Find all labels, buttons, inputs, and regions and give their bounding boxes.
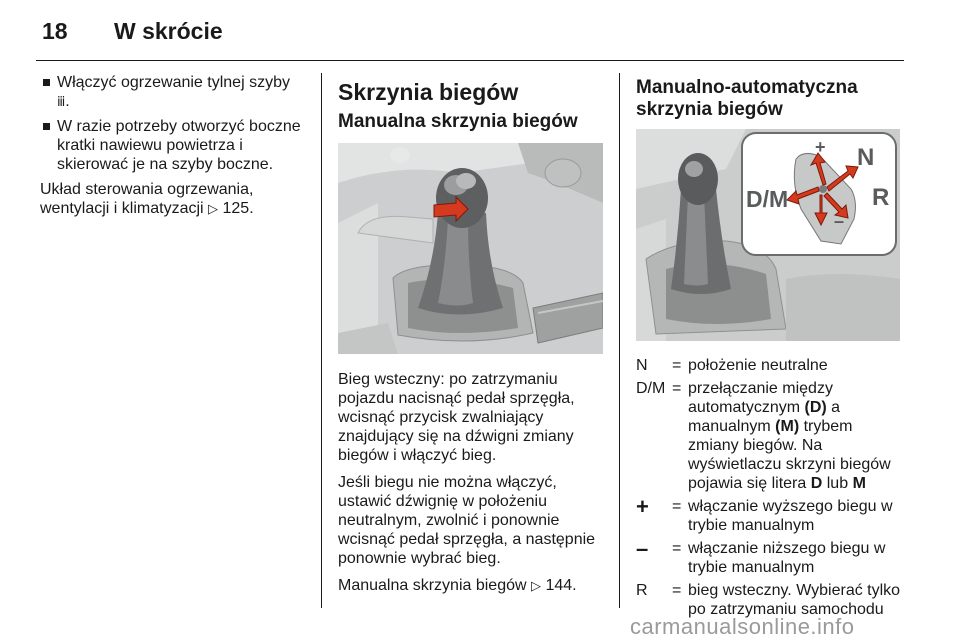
left-column: [40, 73, 306, 226]
legend-key-r: R: [636, 582, 648, 599]
header-rule: [36, 60, 904, 61]
watermark: carmanualsonline.info: [630, 614, 855, 639]
legend-row-dm: [636, 379, 904, 493]
legend-key-plus: +: [636, 494, 649, 519]
figure-label-plus: +: [815, 137, 826, 157]
manual-transmission-reference: [338, 576, 604, 595]
legend-equals: =: [672, 498, 682, 515]
legend-text-n: położenie neutralne: [688, 357, 828, 374]
legend-key-n: N: [636, 357, 648, 374]
legend-dm-text-4: lub: [826, 475, 849, 492]
column-divider-right: [619, 73, 620, 608]
legend-dm-bold-m: (M): [775, 418, 800, 435]
legend-row-minus: [636, 536, 904, 577]
figure-label-minus: –: [834, 211, 845, 231]
page-reference-icon: ▷: [208, 201, 219, 216]
section-heading-automated-manual: Manualno-automatyczna skrzynia biegów: [636, 77, 858, 120]
legend-row-n: [636, 356, 904, 375]
bullet-rear-window-heating: [40, 73, 306, 111]
manual-gear-lever-figure: [338, 143, 603, 354]
manual-reference-text: Manualna skrzynia biegów: [338, 577, 527, 594]
legend-dm-text-2: a manualnym: [688, 399, 841, 435]
rear-window-heating-icon: ⅲ: [57, 94, 66, 109]
page-title: W skrócie: [114, 18, 223, 44]
bullet-rear-window-text: Włączyć ogrzewanie tylnej szyby: [57, 74, 290, 91]
legend-dm-text-1: przełączanie między automatycznym: [688, 380, 833, 416]
figure-label-dm: D/M: [746, 186, 789, 212]
climate-reference-page: 125.: [222, 200, 254, 217]
reverse-gear-paragraph: Bieg wsteczny: po zatrzymaniu pojazdu nacisnąć pedał sprzęgła, wcisnąć przycisk zwalniający znajdujący się na dźwigni zmiany biegów i włączyć bieg.: [338, 371, 575, 464]
gear-not-engaging-paragraph: Jeśli biegu nie można włączyć, ustawić dźwignię w położeniu neutralnym, zwolnić i ponownie wcisnąć pedał sprzęgła, a następnie ponownie wybrać bieg.: [338, 474, 596, 567]
legend-equals: =: [672, 582, 682, 599]
page-header: [36, 16, 904, 52]
climate-reference-text: Układ sterowania ogrzewania, wentylacji i klimatyzacji: [40, 181, 254, 217]
figure-label-r: R: [872, 184, 890, 211]
middle-column: [338, 73, 604, 603]
legend-dm-letter-m: M: [852, 475, 866, 492]
legend-text-minus: włączanie niższego biegu w trybie manualnym: [688, 540, 886, 576]
page-number: 18: [42, 18, 68, 44]
legend-equals: =: [672, 380, 682, 397]
page-reference-icon: ▷: [531, 578, 541, 593]
manual-reference-page: 144.: [545, 577, 577, 594]
manual-gear-lever-illustration: [338, 143, 603, 354]
legend-dm-bold-d: (D): [804, 399, 827, 416]
legend-dm-text-3: trybem zmiany biegów. Na wyświetlaczu skrzyni biegów pojawia się litera: [688, 418, 891, 492]
subheading-manual-transmission: Manualna skrzynia biegów: [338, 111, 578, 132]
right-column: [636, 73, 904, 623]
legend-row-plus: [636, 494, 904, 535]
legend-equals: =: [672, 540, 682, 557]
gear-legend: [636, 356, 904, 619]
legend-text-r: bieg wsteczny. Wybierać tylko po zatrzymaniu samochodu: [688, 582, 901, 618]
legend-dm-letter-d: D: [810, 475, 823, 492]
automated-gear-lever-figure: [636, 129, 900, 341]
figure-label-n: N: [857, 144, 875, 171]
automated-gear-lever-illustration: [636, 129, 900, 341]
climate-reference-paragraph: [40, 180, 306, 218]
legend-equals: =: [672, 357, 682, 374]
legend-key-dm: D/M: [636, 380, 666, 397]
section-heading-transmission: Skrzynia biegów: [338, 79, 519, 105]
column-divider-left: [321, 73, 322, 608]
bullet-side-vents: W razie potrzeby otworzyć boczne kratki nawiewu powietrza i skierować je na szyby boczne.: [40, 117, 306, 174]
legend-text-plus: włączanie wyższego biegu w trybie manualnym: [688, 498, 893, 534]
legend-key-minus: –: [636, 536, 649, 561]
bullet-rear-window-end: .: [65, 93, 70, 110]
legend-text-dm: [688, 379, 904, 493]
